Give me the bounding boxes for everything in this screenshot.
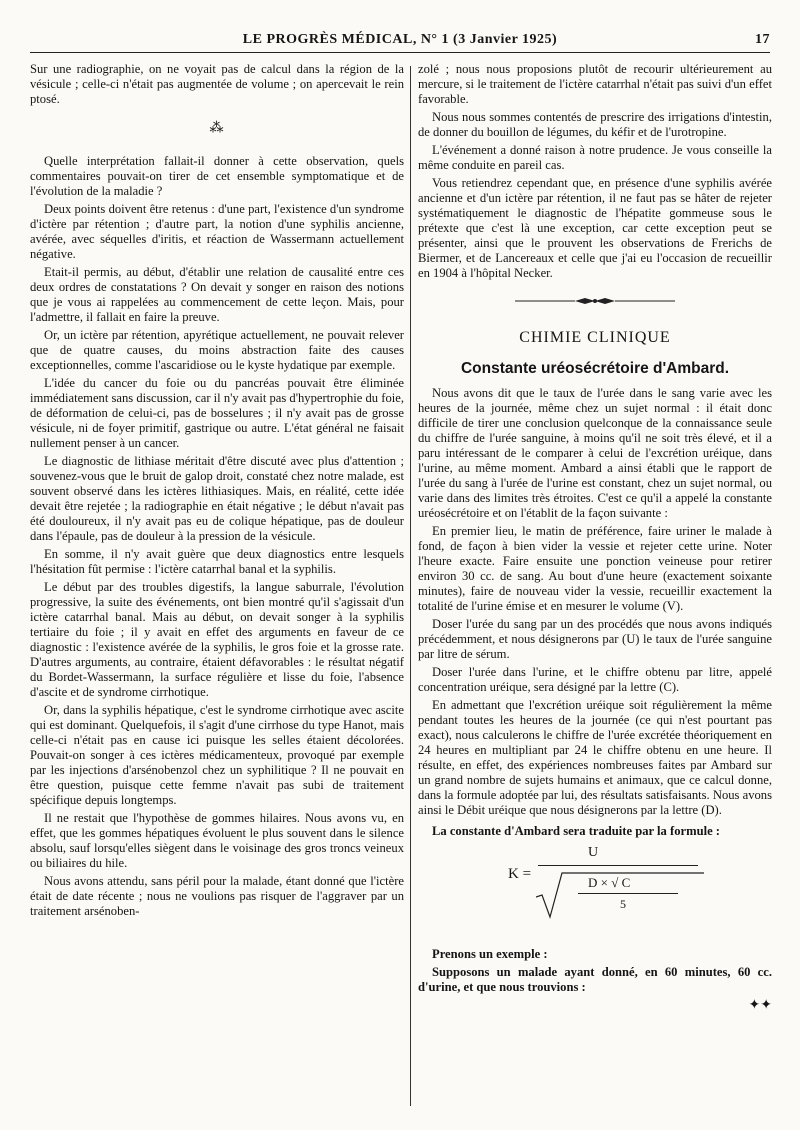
formula-numerator: U <box>588 845 599 860</box>
paragraph: En premier lieu, le matin de préférence, faire uriner le malade à fond, de façon à bien vider la vessie et rejeter cette urine. Noter l'heure exacte. Faire ensuite une ponction veineuse pour retirer environ 30 cc. de sang. Au bout d'une heure (exactement soixante minutes), faire de nouveau vider la vessie, recueillir exactement la totalité de l'urine émise et en mesurer le volume (V). <box>418 524 772 613</box>
right-column <box>418 62 772 1110</box>
paragraph: Or, dans la syphilis hépatique, c'est le syndrome cirrhotique avec ascite qui est dominant. Quelquefois, il s'agit d'une cirrhose du type Hanot, mais celle-ci n'était pas en cause ici puisque les selles étaient décolorées. Pouvait-on songer à ces ictères médicamenteux, provoqué par exemple par les injections d'arsénobenzol chez un syphilitique ? Il ne pouvait en être question, puisque cette femme n'avait pas subi de traitement spécifique depuis longtemps. <box>30 703 404 807</box>
paragraph: Doser l'urée du sang par un des procédés que nous avons indiqués précédemment, et nous désignerons par (U) le taux de l'urée sanguine par litre de sérum. <box>418 617 772 661</box>
inner-fraction-bar <box>578 893 678 894</box>
paragraph: Nous avons dit que le taux de l'urée dans le sang varie avec les heures de la journée, même chez un sujet normal : il était donc difficile de tirer une conclusion quelconque de la connaissance seule du chiffre de l'urée sanguine, à moins qu'il ne soit très élevé, et il a paru intéressant de le comparer à celui de l'excrétion uréique, dans l'urine, au même moment. Ambard a ainsi établi que le rapport de l'urée du sang à l'urée de l'urine est constant, chez un sujet normal, ou varie dans des limites très étroites. C'est ce qu'il a appelé la constante uréosécrétoire et on l'établit de la façon suivante : <box>418 386 772 520</box>
paragraph: Il ne restait que l'hypothèse de gommes hilaires. Nous avons vu, en effet, que les gommes hépatiques évoluent le plus souvent dans le silence absolu, sauf lorsqu'elles siègent dans le voisinage des gros troncs veineux ou biliaires du hile. <box>30 811 404 870</box>
paragraph: En admettant que l'excrétion uréique soit régulièrement la même pendant toutes les heures de la journée (ce qui n'est pourtant pas exact), nous calculerons le chiffre de l'urée excrétée théoriquement en 24 heures en multipliant par 24 le chiffre obtenu en une heure. Il résulte, en effet, des expériences nombreuses faites par Ambard sur un grand nombre de sujets humains et animaux, que ce calcul donne, dans la formule adoptée par lui, des résultats satisfaisants. Nous avons ainsi le Débit uréique que nous désignerons par la lettre (D). <box>418 698 772 817</box>
end-mark: ✦✦ <box>748 998 772 1013</box>
section-stars: ⁂ <box>209 121 225 136</box>
section-heading: CHIMIE CLINIQUE <box>519 329 671 346</box>
ambard-formula <box>418 845 772 937</box>
page-header <box>30 30 770 53</box>
paragraph: Etait-il permis, au début, d'établir une relation de causalité entre ces deux ordres de constatations ? On devait y songer en raison des notions que je vous ai rappelées au commencement de cette leçon. Mais, pour l'admettre, il fallait en faire la preuve. <box>30 265 404 324</box>
paragraph: Prenons un exemple : <box>432 947 548 961</box>
paragraph: Quelle interprétation fallait-il donner à cette observation, quels commentaires pouvait-on tirer de cet ensemble symptomatique et de l'évolution de la maladie ? <box>30 154 404 198</box>
formula-lhs: K = <box>508 866 532 882</box>
paragraph: Sur une radiographie, on ne voyait pas de calcul dans la région de la vésicule ; celle-ci n'était pas augmentée de volume ; on apercevait le rein ptosé. <box>30 62 404 106</box>
paragraph: En somme, il n'y avait guère que deux diagnostics entre lesquels l'hésitation fût permise : l'ictère catarrhal banal et la syphilis. <box>30 547 404 576</box>
paragraph: Supposons un malade ayant donné, en 60 minutes, 60 cc. d'urine, et que nous trouvions : <box>418 965 772 994</box>
ornament-rule-icon <box>515 296 675 306</box>
paragraph: L'idée du cancer du foie ou du pancréas pouvait être éliminée immédiatement sans discussion, car il n'y avait pas d'hypertrophie du foie, de déformation de celui-ci, pas de bosselures ; il n'y avait pas de grosse vésicule, ni de foyer primitif, gastrique ou autre. L'état général ne faisait nullement penser à un cancer. <box>30 376 404 450</box>
paragraph: Vous retiendrez cependant que, en présence d'une syphilis avérée ancienne et d'un ictère par rétention, il ne faut pas se hâter de rejeter systématiquement le diagnostic de l'hépatite gommeuse sous le prétexte que c'est là une exception, car cette exception peut se présenter, ainsi que le prouvent les observations de Frerichs de Biermer, et de Lancereaux et celle que j'ai eu l'occasion de recueillir en 1904 à l'hôpital Necker. <box>418 176 772 280</box>
paragraph: Doser l'urée dans l'urine, et le chiffre obtenu par litre, appelé concentration uréique, sera désigné par la lettre (C). <box>418 665 772 694</box>
fraction-bar <box>538 865 698 866</box>
journal-title: LE PROGRÈS MÉDICAL, N° 1 (3 Janvier 1925) <box>242 32 558 47</box>
paragraph: Or, un ictère par rétention, apyrétique actuellement, ne pouvait relever que de quatre causes, du moins abstraction faite des causes exceptionnelles, comme l'ascaridiose ou le kyste hydatique par exemple. <box>30 328 404 372</box>
paragraph: Deux points doivent être retenus : d'une part, l'existence d'un syndrome d'ictère par rétention ; d'autre part, la notion d'une syphilis ancienne, avérée, avec séquelles d'iritis, et réaction de Wassermann actuellement négative. <box>30 202 404 261</box>
formula-intro: La constante d'Ambard sera traduite par la formule : <box>432 824 721 838</box>
paragraph: Nous nous sommes contentés de prescrire des irrigations d'intestin, de donner du bouillon de légumes, du kéfir et de l'urotropine. <box>418 110 772 139</box>
paragraph: Nous avons attendu, sans péril pour la malade, étant donné que l'ictère était de date récente ; nous ne voulions pas risquer de l'aggraver par un traitement arsénoben- <box>30 874 404 918</box>
paragraph: zolé ; nous nous proposions plutôt de recourir ultérieurement au mercure, si le traitement de l'ictère catarrhal n'était pas suivi d'un effet favorable. <box>418 62 772 106</box>
article-title: Constante uréosécrétoire d'Ambard. <box>460 360 730 377</box>
paragraph: Le début par des troubles digestifs, la langue saburrale, l'évolution progressive, la suite des événements, ont bien montré qu'il s'agissait d'un ictère catarrhal banal. Mais au début, on devait songer à la syphilis tertiaire du foie ; il y avait en effet des arguments en faveur de ce diagnostic : l'existence avérée de la syphilis, le gros foie et la grosse rate. D'autres arguments, au contraire, étaient défavorables : le résultat négatif du Bordet-Wassermann, la surface régulière et lisse du foie, l'absence d'ascite et de syndrome cirrhotique. <box>30 580 404 699</box>
formula-inner-numerator: D × √ C <box>588 875 631 890</box>
paragraph: Le diagnostic de lithiase méritait d'être discuté avec plus d'attention ; souvenez-vous que le bruit de galop droit, constaté chez notre malade, est souvent observé dans les ictères lithiasiques. Mais, en réalité, cette idée devait être rejetée ; la radiographie en était négative ; le début n'avait pas été douloureux, il n'y avait pas eu de colique hépatique, pas de douleur dans l'épaule, pas de douleur à la pression de la vésicule. <box>30 454 404 543</box>
ornament-rule <box>418 295 772 310</box>
page-number: 17 <box>755 32 770 47</box>
paragraph: L'événement a donné raison à notre prudence. Je vous conseille la même conduite en pareil cas. <box>418 143 772 172</box>
left-column <box>30 62 412 1110</box>
formula-inner-denominator: 5 <box>620 897 626 911</box>
